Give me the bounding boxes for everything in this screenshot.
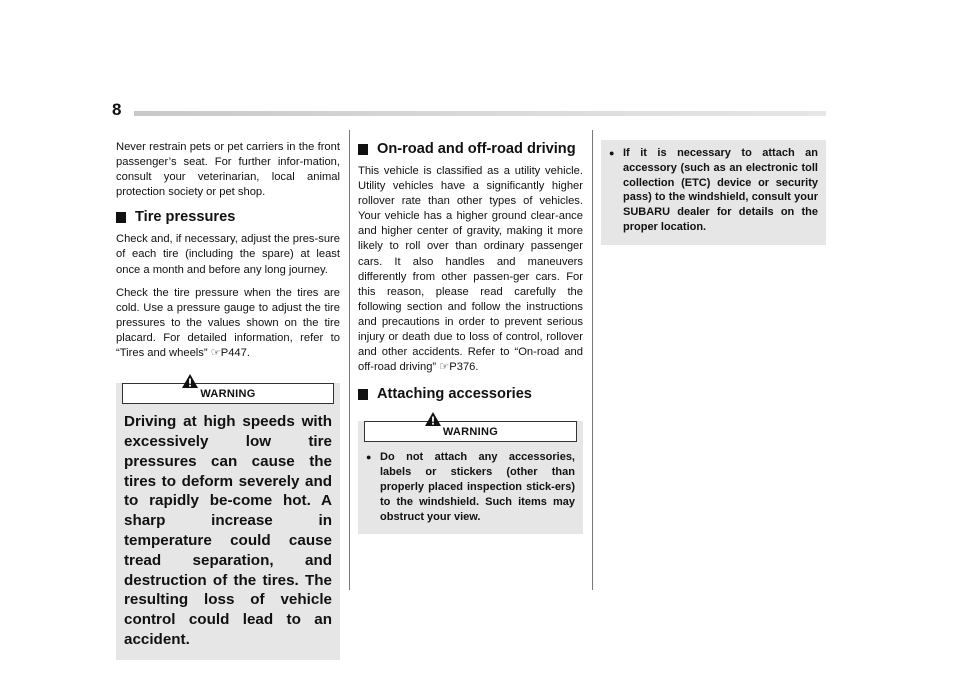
heading-text: Tire pressures xyxy=(135,209,236,226)
page-number: 8 xyxy=(112,100,122,119)
warning-label: WARNING xyxy=(200,387,256,400)
column-middle xyxy=(358,140,583,534)
black-square-icon xyxy=(116,212,126,223)
header-rule xyxy=(134,111,826,116)
section-heading-attaching-accessories xyxy=(358,385,583,403)
warning-text: If it is necessary to attach an accessory (such as an electronic toll collection (ETC) device or security pass) to the windshield, consult your SUBARU dealer for details on the proper location. xyxy=(623,147,818,233)
tire-paragraph-2: Check the tire pressure when the tires are cold. Use a pressure gauge to adjust the tire pressures to the values shown on the tire placard. For detailed information, refer to “Tires and wheels” ☞P447. xyxy=(116,286,340,360)
warning-text: Driving at high speeds with excessively low tire pressures can cause the tires to deform severely and to rapidly be-come hot. A sharp increase in temperature could cause tread separation, and destruction of the tires. The resulting loss of vehicle control could lead to an accident. xyxy=(124,413,332,648)
black-square-icon xyxy=(358,389,368,400)
black-square-icon xyxy=(358,144,368,155)
heading-text: Attaching accessories xyxy=(377,386,532,403)
offroad-paragraph: This vehicle is classified as a utility vehicle. Utility vehicles have a significantly higher rollover rate than other types of vehicles. Your vehicle has a higher ground clear-ance and higher center of gravity, making it more likely to roll over than ordinary passenger cars. It also handles and maneuvers differently from other passen-ger cars. For this reason, please read carefully the following section and follow the instructions and precautions in order to prevent serious injury or death due to loss of control, rollover and other accidents. Refer to “On-road and off-road driving” ☞P376. xyxy=(358,165,583,374)
warning-text: Do not attach any accessories, labels or stickers (other than properly placed inspection stick-ers) to the windshield. Such items may obstruct your view. xyxy=(380,451,575,523)
section-heading-on-off-road xyxy=(358,140,583,158)
column-right xyxy=(601,140,826,245)
warning-label-bar xyxy=(122,383,334,404)
tire-paragraph-1: Check and, if necessary, adjust the pres-sure of each tire (including the spare) at least once a month and before any long journey. xyxy=(116,233,340,276)
warning-triangle-icon xyxy=(424,411,442,427)
continued-warning-box xyxy=(601,140,826,245)
column-divider xyxy=(349,130,350,590)
bullet-icon: ● xyxy=(609,148,615,158)
warning-label: WARNING xyxy=(442,425,499,438)
warning-triangle-icon xyxy=(181,373,199,389)
column-left xyxy=(116,140,340,660)
warning-box xyxy=(358,413,583,534)
column-divider xyxy=(592,130,593,590)
section-heading-tire-pressures xyxy=(116,208,340,226)
warning-label-bar xyxy=(364,421,577,442)
warning-item xyxy=(609,146,818,235)
bullet-icon: ● xyxy=(366,452,372,463)
intro-paragraph: Never restrain pets or pet carriers in the front passenger’s seat. For further infor-mation, consult your veterinarian, local animal protection society or pet shop. xyxy=(116,141,340,199)
heading-text: On-road and off-road driving xyxy=(377,141,576,157)
warning-item xyxy=(358,442,583,524)
warning-box xyxy=(116,375,340,660)
